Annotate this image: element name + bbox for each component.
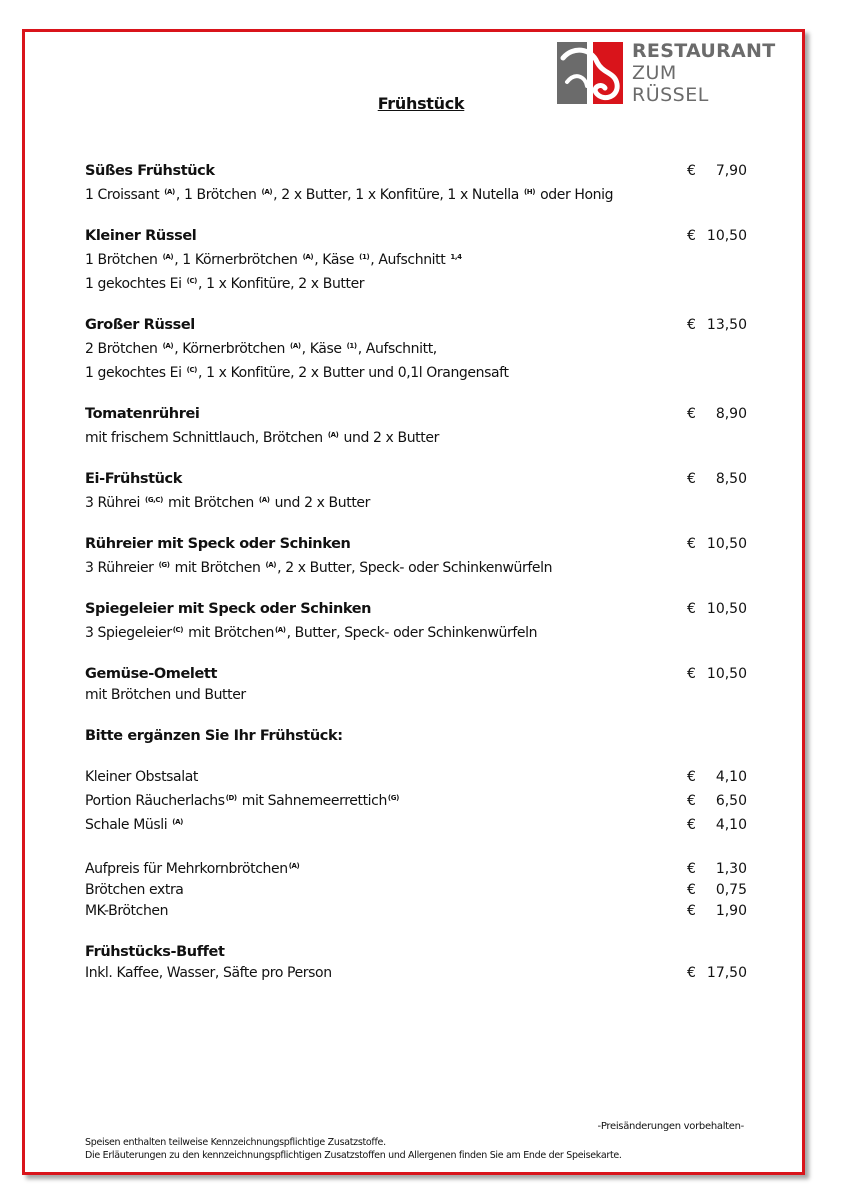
extra-item: [85, 901, 747, 922]
allergen-marker: (A): [164, 188, 175, 196]
text-segment: , 1 x Konfitüre, 2 x Butter: [197, 276, 365, 292]
allergen-marker: (A): [290, 342, 301, 350]
allergen-marker: (G): [387, 794, 399, 802]
menu-item: [85, 469, 747, 514]
allergen-marker: 1,4: [450, 253, 462, 261]
allergen-marker: (C): [186, 277, 197, 285]
extra-item-name: [85, 880, 184, 901]
allergen-marker: (A): [162, 253, 174, 261]
text-segment: mit Brötchen: [163, 495, 258, 511]
menu-item-description: [85, 490, 747, 514]
allergen-marker: (D): [225, 794, 237, 802]
text-segment: , 1 Körnerbrötchen: [174, 252, 302, 268]
menu-item-name: Ei-Frühstück: [85, 471, 182, 487]
text-segment: oder Honig: [536, 187, 614, 203]
menu-item-price: [687, 880, 747, 901]
menu-item-price: [687, 315, 747, 336]
price-amount: 13,50: [706, 317, 747, 333]
currency-symbol: €: [687, 666, 696, 682]
text-segment: , 2 x Butter, Speck- oder Schinkenwürfeln: [277, 560, 553, 576]
text-segment: 1 Croissant: [85, 187, 164, 203]
currency-symbol: €: [687, 793, 696, 809]
currency-symbol: €: [687, 861, 696, 877]
text-segment: Kleiner Obstsalat: [85, 769, 198, 785]
text-segment: und 2 x Butter: [339, 430, 439, 446]
menu-item-description: [85, 182, 747, 206]
menu-list: [85, 161, 747, 1004]
menu-item-price: [687, 859, 747, 880]
menu-item-name: Gemüse-Omelett: [85, 666, 217, 682]
menu-item-price: [687, 815, 747, 836]
allergen-marker: (A): [258, 496, 270, 504]
text-segment: 3 Rührei: [85, 495, 145, 511]
menu-item-price: [687, 963, 747, 984]
text-segment: Portion Räucherlachs: [85, 793, 225, 809]
currency-symbol: €: [687, 601, 696, 617]
text-segment: , Käse: [314, 252, 359, 268]
menu-item-price: [687, 404, 747, 425]
menu-item-price: [687, 469, 747, 490]
text-segment: mit Brötchen: [170, 560, 265, 576]
menu-item: [85, 315, 747, 384]
currency-symbol: €: [687, 882, 696, 898]
menu-item-name: Spiegeleier mit Speck oder Schinken: [85, 601, 372, 617]
extras-group-2: [85, 856, 747, 922]
menu-item-price: [687, 901, 747, 922]
text-segment: Brötchen extra: [85, 882, 184, 898]
allergen-marker: (A): [288, 862, 300, 870]
menu-item-name: Großer Rüssel: [85, 317, 195, 333]
price-amount: 4,10: [715, 769, 747, 785]
allergen-marker: (1): [359, 253, 370, 261]
menu-item-price: [687, 664, 747, 685]
allergen-marker: (A): [162, 342, 174, 350]
price-amount: 10,50: [706, 228, 747, 244]
footer-line-1: Speisen enthalten teilweise Kennzeichnungspflichtige Zusatzstoffe.: [85, 1137, 386, 1148]
menu-item-price: [687, 599, 747, 620]
menu-item: [85, 599, 747, 644]
text-segment: 2 Brötchen: [85, 341, 162, 357]
text-segment: , Butter, Speck- oder Schinkenwürfeln: [286, 625, 538, 641]
extra-item-name: [85, 812, 184, 836]
menu-item-price: [687, 161, 747, 182]
extra-item-name: [85, 788, 400, 812]
text-segment: 3 Rühreier: [85, 560, 158, 576]
price-amount: 10,50: [706, 536, 747, 552]
menu-item-description: Inkl. Kaffee, Wasser, Säfte pro Person: [85, 965, 332, 981]
menu-item: [85, 664, 747, 706]
menu-item: [85, 161, 747, 206]
text-segment: mit Brötchen: [184, 625, 274, 641]
currency-symbol: €: [687, 536, 696, 552]
price-amount: 8,90: [715, 406, 747, 422]
menu-item-name: Tomatenrührei: [85, 406, 200, 422]
menu-item-price: [687, 226, 747, 247]
allergen-marker: (A): [302, 253, 314, 261]
text-segment: Aufpreis für Mehrkornbrötchen: [85, 861, 288, 877]
logo-text-line1: RESTAURANT: [632, 40, 776, 62]
text-segment: MK-Brötchen: [85, 903, 169, 919]
menu-item-description: [85, 685, 747, 706]
extra-item: [85, 856, 747, 880]
menu-item-name: Frühstücks-Buffet: [85, 944, 225, 960]
allergen-marker: (A): [172, 818, 183, 826]
allergen-marker: (C): [172, 626, 184, 634]
extra-item: [85, 767, 747, 788]
currency-symbol: €: [687, 406, 696, 422]
price-amount: 10,50: [706, 601, 747, 617]
menu-item-description: [85, 620, 747, 644]
currency-symbol: €: [687, 769, 696, 785]
price-amount: 0,75: [715, 882, 747, 898]
allergen-marker: (A): [327, 431, 339, 439]
extra-item: [85, 812, 747, 836]
text-segment: , Körnerbrötchen: [174, 341, 290, 357]
price-amount: 7,90: [715, 163, 747, 179]
extra-item: [85, 880, 747, 901]
allergen-marker: (A): [274, 626, 286, 634]
extras-group-1: [85, 767, 747, 836]
menu-item-description: [85, 247, 747, 271]
currency-symbol: €: [687, 317, 696, 333]
price-amount: 10,50: [706, 666, 747, 682]
text-segment: , Aufschnitt,: [357, 341, 437, 357]
allergen-marker: (H): [523, 188, 536, 196]
menu-item-name: Süßes Frühstück: [85, 163, 215, 179]
menu-item-name: Kleiner Rüssel: [85, 228, 197, 244]
extras-heading-row: [85, 726, 747, 747]
menu-item: [85, 226, 747, 295]
footer-line-2: Die Erläuterungen zu den kennzeichnungspflichtigen Zusatzstoffen und Allergenen finden Sie am Ende der Speisekarte.: [85, 1150, 622, 1161]
allergen-marker: (A): [261, 188, 273, 196]
menu-item-description: [85, 336, 747, 360]
logo-text-line3: RÜSSEL: [632, 84, 709, 106]
currency-symbol: €: [687, 903, 696, 919]
price-amount: 4,10: [715, 817, 747, 833]
price-amount: 17,50: [706, 965, 747, 981]
text-segment: Schale Müsli: [85, 817, 172, 833]
menu-item-description: [85, 271, 747, 295]
menu-item-description: [85, 555, 747, 579]
text-segment: 1 gekochtes Ei: [85, 365, 186, 381]
menu-item-price: [687, 791, 747, 812]
extras-heading: Bitte ergänzen Sie Ihr Frühstück:: [85, 728, 343, 744]
allergen-marker: (G): [158, 561, 170, 569]
text-segment: mit Brötchen und Butter: [85, 687, 246, 703]
text-segment: mit Sahnemeerrettich: [237, 793, 387, 809]
menu-item: [85, 534, 747, 579]
currency-symbol: €: [687, 228, 696, 244]
text-segment: 1 gekochtes Ei: [85, 276, 186, 292]
currency-symbol: €: [687, 817, 696, 833]
price-amount: 1,90: [715, 903, 747, 919]
allergen-marker: (C): [186, 366, 197, 374]
allergen-marker: (A): [265, 561, 277, 569]
menu-item-price: [687, 767, 747, 788]
price-change-note: -Preisänderungen vorbehalten-: [597, 1121, 744, 1132]
extra-item-name: [85, 901, 168, 922]
menu-item-buffet: [85, 942, 747, 984]
text-segment: 1 Brötchen: [85, 252, 162, 268]
currency-symbol: €: [687, 471, 696, 487]
allergen-footer: [85, 1136, 622, 1162]
allergen-marker: (G,C): [145, 496, 163, 504]
text-segment: , 1 x Konfitüre, 2 x Butter und 0,1l Orangensaft: [197, 365, 509, 381]
text-segment: und 2 x Butter: [270, 495, 370, 511]
currency-symbol: €: [687, 965, 696, 981]
extra-item-name: [85, 856, 300, 880]
allergen-marker: (1): [346, 342, 357, 350]
currency-symbol: €: [687, 163, 696, 179]
logo-text-line2: ZUM: [632, 62, 677, 84]
price-amount: 1,30: [715, 861, 747, 877]
text-segment: , Käse: [301, 341, 346, 357]
text-segment: , 2 x Butter, 1 x Konfitüre, 1 x Nutella: [273, 187, 523, 203]
text-segment: , Aufschnitt: [370, 252, 450, 268]
price-amount: 8,50: [715, 471, 747, 487]
menu-item-price: [687, 534, 747, 555]
extra-item: [85, 788, 747, 812]
text-segment: , 1 Brötchen: [175, 187, 261, 203]
price-amount: 6,50: [715, 793, 747, 809]
menu-item-description: [85, 360, 747, 384]
menu-item-description: [85, 425, 747, 449]
menu-item-name: Rühreier mit Speck oder Schinken: [85, 536, 351, 552]
page-title: Frühstück: [377, 94, 465, 113]
menu-item: [85, 404, 747, 449]
text-segment: mit frischem Schnittlauch, Brötchen: [85, 430, 327, 446]
extra-item-name: [85, 767, 198, 788]
text-segment: 3 Spiegeleier: [85, 625, 172, 641]
